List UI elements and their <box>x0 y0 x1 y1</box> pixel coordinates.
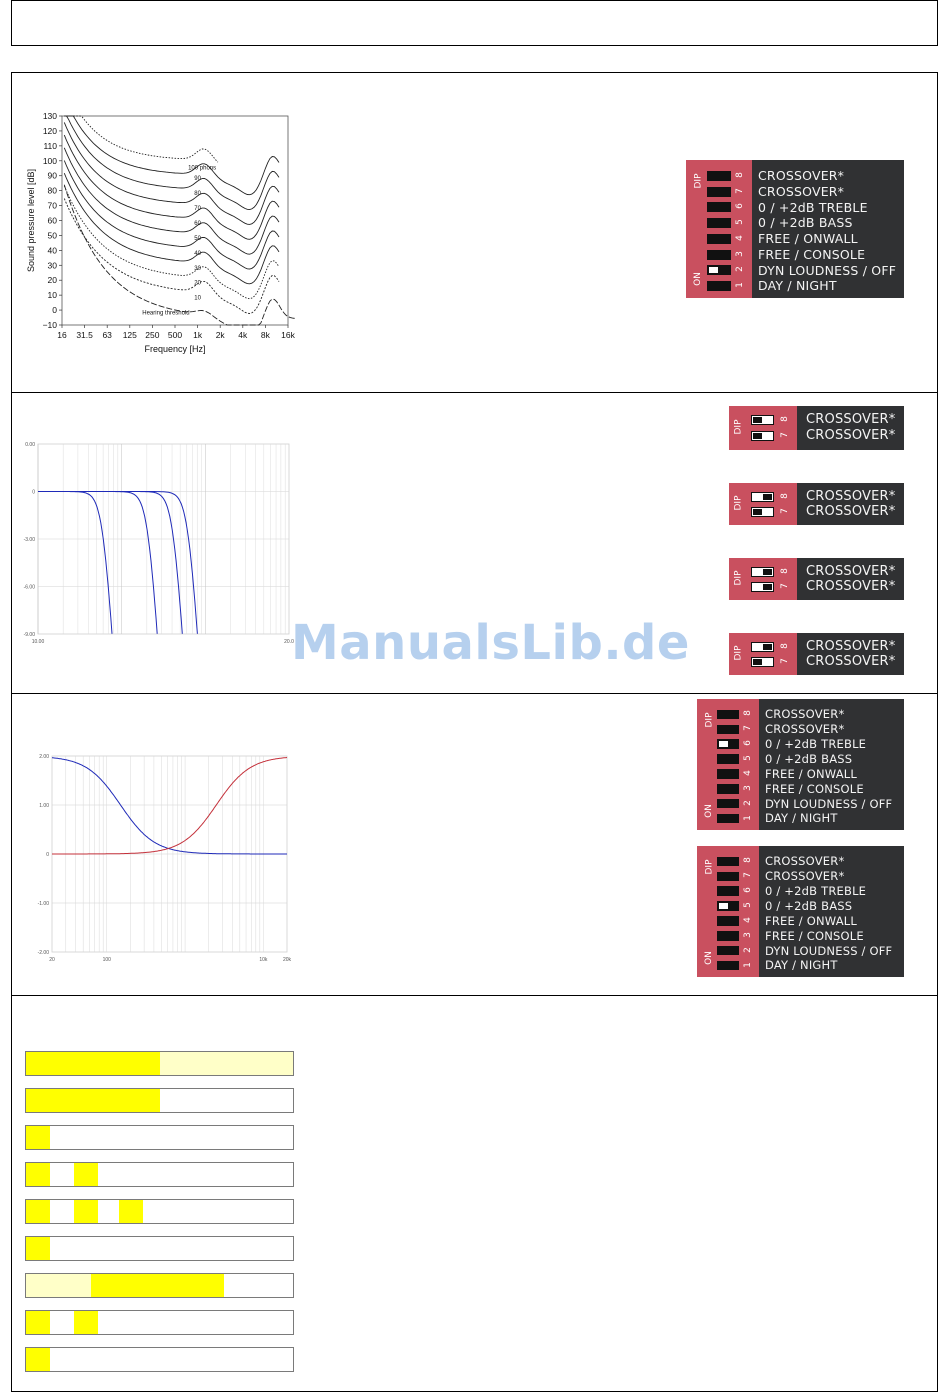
watermark: ManualsLib.de <box>291 615 690 671</box>
y-tick-label: 90 <box>47 170 57 181</box>
dip-side-label: DIP <box>704 712 715 728</box>
contour-label: 10 <box>194 295 201 302</box>
dip-switch-number: 8 <box>779 567 790 574</box>
dip-switch-knob <box>753 417 762 423</box>
level-bar-segment <box>91 1274 223 1297</box>
section-divider <box>11 995 938 996</box>
contour-label: 40 <box>194 250 201 257</box>
level-bar <box>25 1236 294 1261</box>
dip-side-label: DIP <box>733 495 744 511</box>
contour-label: Hearing threshold <box>142 310 190 317</box>
dip-on-label: ON <box>692 272 703 286</box>
dip-switch-label: 0 / +2dB BASS <box>758 215 853 231</box>
dip-switch-number: 8 <box>779 416 790 422</box>
dip-switch-panel-bass <box>697 846 904 977</box>
level-bar <box>25 1347 294 1372</box>
dip-switch <box>751 415 773 425</box>
dip-switch-number: 6 <box>735 203 746 210</box>
dip-switch <box>707 171 731 181</box>
dip-switch-label: FREE / CONSOLE <box>765 928 864 943</box>
x-tick-label: 10k <box>259 957 268 963</box>
dip-switch-panel-full <box>686 160 904 298</box>
dip-switch <box>707 265 731 275</box>
x-tick-label: 31.5 <box>76 330 93 340</box>
dip-switch-number: 8 <box>743 710 754 717</box>
dip-switch-number: 3 <box>735 250 746 257</box>
x-tick-label: 500 <box>167 330 183 340</box>
dip-switch-knob <box>719 903 728 909</box>
dip-switch-label: CROSSOVER* <box>806 428 896 443</box>
x-tick-label: 63 <box>102 330 112 340</box>
section-divider <box>11 693 938 694</box>
level-bar-segment <box>26 1200 50 1223</box>
dip-switch <box>717 916 739 926</box>
y-tick-label: 2.00 <box>39 754 49 760</box>
x-tick-label: 125 <box>122 330 137 340</box>
y-tick-label: 10 <box>47 290 57 301</box>
y-tick-label: −10 <box>42 320 57 330</box>
level-bar-segment <box>74 1163 98 1186</box>
y-tick-label: 1.00 <box>39 803 49 809</box>
dip-switch-label: DYN LOUDNESS / OFF <box>758 262 897 278</box>
dip-switch-label: FREE / CONSOLE <box>758 246 866 262</box>
level-bar-segment <box>26 1126 50 1149</box>
contour-label: 80 <box>194 191 201 198</box>
level-bar-segment <box>26 1052 160 1075</box>
contour-label: 90 <box>194 176 201 183</box>
dip-switch-number: 2 <box>743 799 754 806</box>
dip-switch-label: CROSSOVER* <box>806 488 896 504</box>
dip-crossover-panel-2 <box>729 483 904 525</box>
contour-label: 50 <box>194 235 201 242</box>
x-tick-label: 20k <box>282 957 292 963</box>
dip-switch <box>751 582 773 592</box>
dip-switch-number: 8 <box>779 492 790 499</box>
y-tick-label: 40 <box>47 245 57 256</box>
dip-switch <box>717 784 739 794</box>
y-tick-label: -1.00 <box>37 901 49 907</box>
dip-switch <box>751 642 773 652</box>
x-tick-label: 20.0 <box>284 639 294 645</box>
level-bar-segment <box>26 1274 91 1297</box>
dip-switch <box>717 901 739 911</box>
dip-switch-number: 3 <box>743 931 754 938</box>
dip-switch <box>717 931 739 941</box>
x-tick-label: 8k <box>260 330 270 340</box>
dip-switch-number: 5 <box>743 755 754 761</box>
level-bar-segment <box>74 1311 98 1334</box>
dip-switch <box>751 507 773 517</box>
dip-switch-label: 0 / +2dB TREBLE <box>765 884 867 899</box>
y-tick-label: 100 <box>42 155 57 166</box>
x-tick-label: 16 <box>57 330 67 340</box>
dip-switch-label: CROSSOVER* <box>765 722 845 737</box>
contour-label: 30 <box>194 265 201 272</box>
dip-switch <box>751 567 773 577</box>
dip-switch-number: 1 <box>743 814 754 821</box>
dip-switch <box>717 857 739 867</box>
dip-switch <box>751 657 773 667</box>
dip-switch-knob <box>763 584 772 590</box>
dip-switch-number: 7 <box>735 187 746 194</box>
y-tick-label: -2.00 <box>37 950 49 956</box>
dip-switch <box>707 234 731 244</box>
dip-switch-label: CROSSOVER* <box>806 412 896 427</box>
dip-switch-label: CROSSOVER* <box>765 854 845 869</box>
level-bar-segment <box>26 1237 50 1260</box>
dip-switch-label: DAY / NIGHT <box>765 811 838 826</box>
dip-switch-number: 3 <box>743 784 754 791</box>
dip-switch-label: 0 / +2dB TREBLE <box>765 737 867 752</box>
dip-switch-label: CROSSOVER* <box>806 638 896 654</box>
dip-switch-knob <box>763 644 772 650</box>
x-tick-label: 10.00 <box>31 639 45 645</box>
dip-switch-panel-treble <box>697 699 904 830</box>
y-tick-label: 0 <box>46 852 49 858</box>
dip-switch-number: 8 <box>779 642 790 649</box>
dip-switch-knob <box>763 569 772 575</box>
contour-label: 100 phons <box>188 165 217 172</box>
dip-switch-number: 6 <box>743 887 754 894</box>
dip-switch-label: FREE / ONWALL <box>758 231 858 247</box>
dip-switch <box>751 431 773 441</box>
x-tick-label: 100 <box>102 957 111 963</box>
y-tick-label: -6.00 <box>23 584 35 591</box>
dip-switch-label: CROSSOVER* <box>758 183 845 199</box>
dip-side-label: DIP <box>693 173 704 189</box>
y-tick-label: 80 <box>47 185 57 196</box>
dip-switch <box>707 250 731 260</box>
dip-switch-number: 2 <box>743 946 754 953</box>
dip-switch-label: CROSSOVER* <box>806 578 896 594</box>
y-tick-label: 0 <box>52 305 57 316</box>
level-bar <box>25 1051 294 1076</box>
dip-switch-number: 1 <box>735 282 746 288</box>
dip-switch <box>751 492 773 502</box>
level-bar-segment <box>26 1163 50 1186</box>
y-tick-label: 130 <box>42 111 57 121</box>
dip-switch-number: 4 <box>735 235 746 241</box>
dip-crossover-panel-3 <box>729 558 904 600</box>
dip-switch-number: 7 <box>779 507 790 514</box>
y-tick-label: 60 <box>47 215 57 226</box>
level-bar-segment <box>26 1311 50 1334</box>
level-bar-segment <box>160 1052 294 1075</box>
x-tick-label: 20 <box>49 957 55 963</box>
dip-switch-number: 7 <box>743 872 754 879</box>
level-bar-segment <box>26 1348 50 1371</box>
dip-switch-knob <box>763 494 772 500</box>
dip-switch <box>707 202 731 212</box>
equal-loudness-chart <box>22 105 297 360</box>
dip-side-label: DIP <box>733 570 744 586</box>
dip-switch-label: FREE / ONWALL <box>765 766 858 781</box>
dip-on-label: ON <box>703 951 714 965</box>
dip-switch-number: 6 <box>743 740 754 747</box>
dip-switch-knob <box>753 433 762 439</box>
dip-switch-label: CROSSOVER* <box>806 503 896 519</box>
dip-switch-number: 5 <box>735 219 746 225</box>
crossover-response-chart <box>22 437 297 649</box>
y-tick-label: -3.00 <box>23 537 35 543</box>
dip-side-label: DIP <box>733 419 744 435</box>
dip-switch-number: 8 <box>735 172 746 178</box>
x-tick-label: 4k <box>238 330 248 340</box>
y-axis-label: Sound pressure level [dB] <box>26 168 36 273</box>
dip-switch-knob <box>753 659 762 665</box>
dip-switch-knob <box>753 509 762 515</box>
x-tick-label: 2k <box>215 330 225 340</box>
y-tick-label: 70 <box>47 200 57 211</box>
dip-switch <box>717 769 739 779</box>
dip-switch <box>717 799 739 809</box>
dip-switch-label: CROSSOVER* <box>806 563 896 579</box>
dip-switch <box>717 886 739 896</box>
dip-side-label: DIP <box>733 645 744 661</box>
dip-switch-label: CROSSOVER* <box>765 707 845 722</box>
dip-switch-label: CROSSOVER* <box>758 168 845 184</box>
dip-switch-label: 0 / +2dB BASS <box>765 751 853 766</box>
y-tick-label: 30 <box>47 260 57 271</box>
dip-switch <box>717 814 739 824</box>
x-tick-label: 250 <box>145 330 160 340</box>
dip-switch-number: 4 <box>743 770 754 776</box>
dip-crossover-panel-1 <box>729 406 904 450</box>
level-bar <box>25 1310 294 1335</box>
y-tick-label: -9.00 <box>23 632 35 638</box>
dip-switch-number: 7 <box>743 725 754 732</box>
dip-switch <box>717 754 739 764</box>
dip-switch-label: CROSSOVER* <box>765 869 845 884</box>
dip-switch-number: 2 <box>735 266 746 273</box>
dip-switch <box>717 872 739 882</box>
level-bar <box>25 1273 294 1298</box>
dip-switch <box>717 725 739 735</box>
dip-switch-knob <box>719 741 728 747</box>
y-tick-label: 0.00 <box>25 442 35 448</box>
level-bar-segment <box>26 1089 160 1112</box>
dip-switch-label: DYN LOUDNESS / OFF <box>765 943 893 958</box>
dip-switch <box>717 946 739 956</box>
contour-label: 70 <box>194 206 201 213</box>
dip-switch-number: 1 <box>743 961 754 968</box>
dip-switch-label: 0 / +2dB BASS <box>765 898 853 913</box>
treble-bass-shelf-chart <box>22 748 297 968</box>
dip-switch-label: DYN LOUDNESS / OFF <box>765 796 893 811</box>
y-tick-label: 20 <box>47 275 57 286</box>
dip-switch <box>717 961 739 971</box>
y-tick-label: 50 <box>47 230 57 241</box>
x-tick-label: 1k <box>193 330 203 340</box>
dip-switch-label: CROSSOVER* <box>806 653 896 669</box>
dip-switch <box>707 187 731 197</box>
dip-on-label: ON <box>703 804 714 818</box>
x-tick-label: 16k <box>281 330 295 340</box>
contour-label: 60 <box>194 220 201 227</box>
dip-side-label: DIP <box>704 859 715 875</box>
y-tick-label: 120 <box>42 125 57 136</box>
dip-switch-number: 7 <box>779 432 790 438</box>
level-bar <box>25 1199 294 1224</box>
level-bar <box>25 1162 294 1187</box>
dip-switch <box>707 218 731 228</box>
dip-switch-number: 7 <box>779 582 790 589</box>
dip-crossover-panel-4 <box>729 633 904 675</box>
dip-switch-label: FREE / ONWALL <box>765 913 858 928</box>
dip-switch-number: 7 <box>779 657 790 664</box>
dip-switch-label: 0 / +2dB TREBLE <box>758 199 868 215</box>
header-box <box>11 0 938 46</box>
level-bar <box>25 1088 294 1113</box>
dip-switch <box>707 281 731 291</box>
dip-switch-number: 4 <box>743 917 754 923</box>
plot-frame <box>62 116 288 325</box>
dip-switch-label: DAY / NIGHT <box>758 278 837 294</box>
section-divider <box>11 392 938 393</box>
dip-switch <box>717 710 739 720</box>
y-tick-label: 0 <box>32 489 35 496</box>
y-tick-label: 110 <box>43 140 57 151</box>
dip-switch <box>717 739 739 749</box>
x-axis-label: Frequency [Hz] <box>144 344 206 354</box>
dip-switch-label: DAY / NIGHT <box>765 958 838 973</box>
level-bar <box>25 1125 294 1150</box>
level-bar-segment <box>119 1200 143 1223</box>
dip-switch-label: FREE / CONSOLE <box>765 781 864 796</box>
dip-switch-knob <box>709 267 718 273</box>
contour-label: 20 <box>194 280 201 287</box>
dip-switch-number: 8 <box>743 857 754 864</box>
level-bar-segment <box>74 1200 98 1223</box>
dip-switch-number: 5 <box>743 902 754 908</box>
